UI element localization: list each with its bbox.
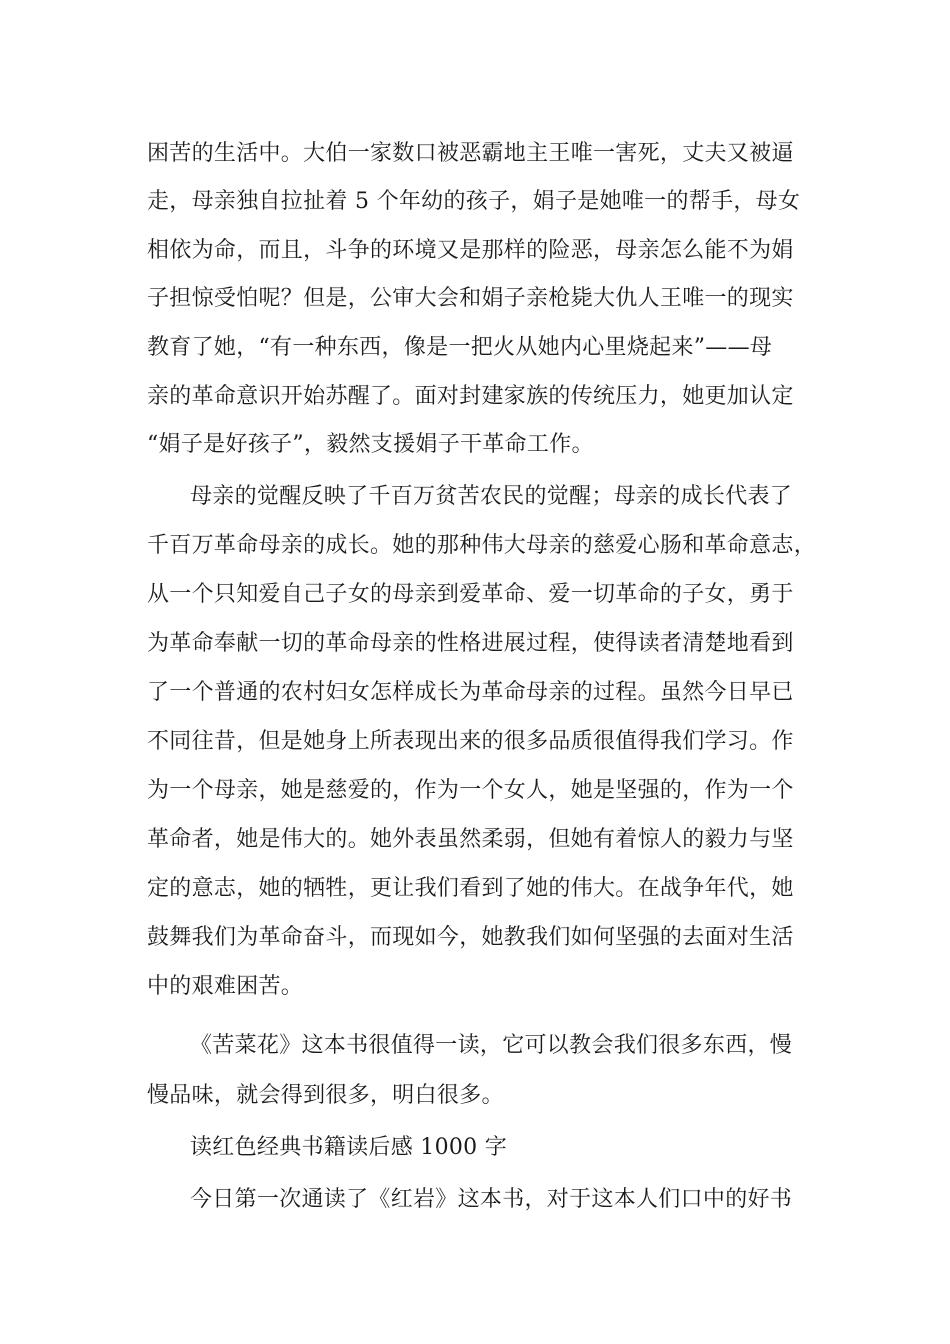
text-line: 不同往昔，但是她身上所表现出来的很多品质很值得我们学习。作 [147,729,794,754]
text-line: 了一个普通的农村妇女怎样成长为革命母亲的过程。虽然今日早已 [147,680,794,705]
text-line: 走，母亲独自拉扯着 5 个年幼的孩子，娟子是她唯一的帮手，母女 [147,189,801,214]
text-line: 子担惊受怕呢？但是，公审大会和娟子亲枪毙大仇人王唯一的现实 [147,286,794,311]
text-line: 母亲的觉醒反映了千百万贫苦农民的觉醒；母亲的成长代表了 [190,484,793,509]
text-line: 《苦菜花》这本书很值得一读，它可以教会我们很多东西，慢 [190,1033,793,1058]
text-line: 困苦的生活中。大伯一家数口被恶霸地主王唯一害死，丈夫又被逼 [147,141,794,166]
text-line: 从一个只知爱自己子女的母亲到爱革命、爱一切革命的子女，勇于 [147,582,794,607]
text-line: 教育了她，“有一种东西，像是一把火从她内心里烧起来”——母 [147,335,773,360]
text-line: 慢品味，就会得到很多，明白很多。 [147,1083,504,1108]
text-line: 为革命奉献一切的革命母亲的性格进展过程，使得读者清楚地看到 [147,631,794,656]
text-line: 相依为命，而且，斗争的环境又是那样的险恶，母亲怎么能不为娟 [147,238,794,263]
text-line: 亲的革命意识开始苏醒了。面对封建家族的传统压力，她更加认定 [147,384,794,409]
text-line: 为一个母亲，她是慈爱的，作为一个女人，她是坚强的，作为一个 [147,778,794,803]
text-line: 千百万革命母亲的成长。她的那种伟大母亲的慈爱心肠和革命意志， [147,533,817,558]
text-line: 定的意志，她的牺牲，更让我们看到了她的伟大。在战争年代，她 [147,876,794,901]
section-heading: 读红色经典书籍读后感 1000 字 [190,1135,508,1160]
text-line: “娟子是好孩子”，毅然支援娟子干革命工作。 [147,432,594,457]
text-line: 革命者，她是伟大的。她外表虽然柔弱，但她有着惊人的毅力与坚 [147,827,794,852]
text-line: 今日第一次通读了《红岩》这本书，对于这本人们口中的好书 [190,1187,793,1212]
text-line: 中的艰难困苦。 [147,974,304,999]
text-line: 鼓舞我们为革命奋斗，而现如今，她教我们如何坚强的去面对生活 [147,925,794,950]
